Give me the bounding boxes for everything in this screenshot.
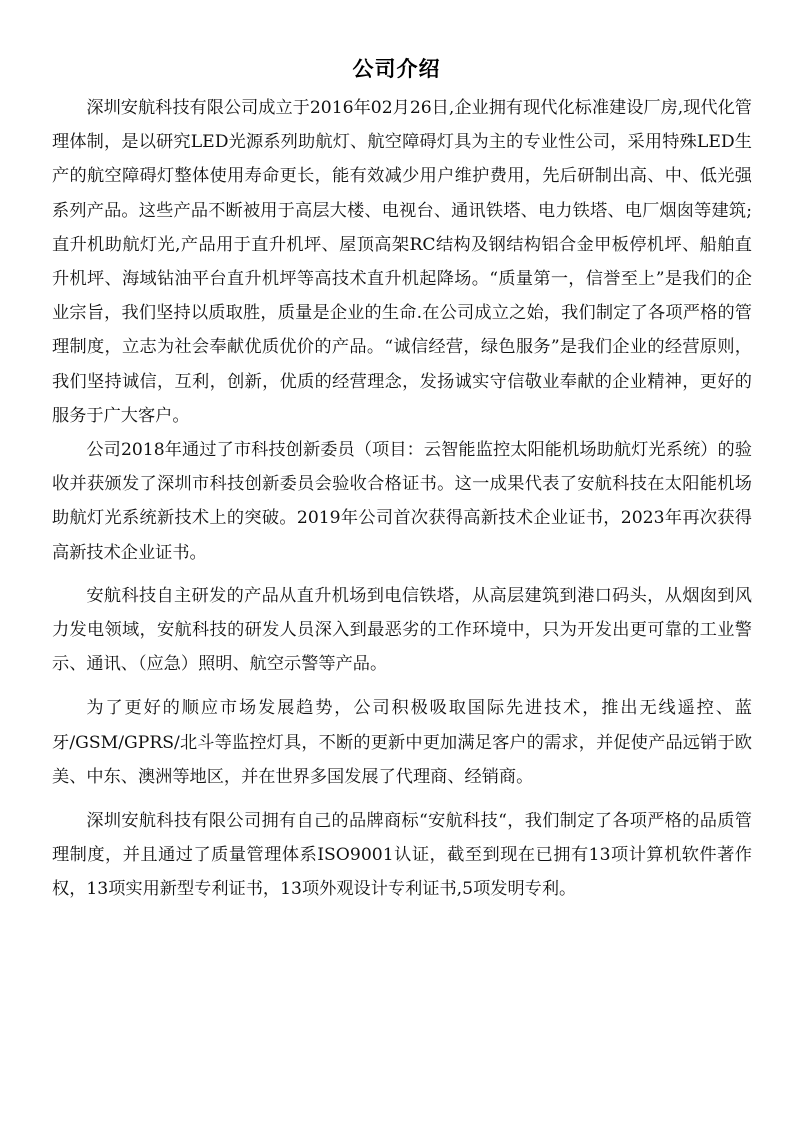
paragraph-product-range: 安航科技自主研发的产品从直升机场到电信铁塔，从高层建筑到港口码头，从烟囱到风力发电领域，安航科技的研发人员深入到最恶劣的工作环境中，只为开发出更可靠的工业警示、通讯、（应急）照明、航空示警等产品。 — [52, 585, 752, 675]
paragraph-market-development: 为了更好的顺应市场发展趋势，公司积极吸取国际先进技术，推出无线遥控、蓝牙/GSM/GPRS/北斗等监控灯具，不断的更新中更加满足客户的需求，并促使产品远销于欧美、中东、澳洲等地区，并在世界多国发展了代理商、经销商。 — [52, 698, 752, 787]
paragraph-brand-and-patents: 深圳安航科技有限公司拥有自己的品牌商标“安航科技“，我们制定了各项严格的品质管理制度，并且通过了质量管理体系ISO9001认证，截至到现在已拥有13项计算机软件著作权，13项实用新型专利证书，13项外观设计专利证书,5项发明专利。 — [52, 811, 752, 900]
paragraph-certification: 公司2018年通过了市科技创新委员（项目：云智能监控太阳能机场助航灯光系统）的验收并获颁发了深圳市科技创新委员会验收合格证书。这一成果代表了安航科技在太阳能机场助航灯光系统新技术上的突破。2019年公司首次获得高新技术企业证书，2023年再次获得高新技术企业证书。 — [52, 440, 752, 563]
page-title: 公司介绍 — [352, 57, 441, 81]
document-body — [52, 91, 752, 907]
paragraph-company-overview: 深圳安航科技有限公司成立于2016年02月26日,企业拥有现代化标准建设厂房,现代化管理体制，是以研究LED光源系列助航灯、航空障碍灯具为主的专业性公司，采用特殊LED生产的航空障碍灯整体使用寿命更长，能有效减少用户维护费用，先后研制出高、中、低光强系列产品。这些产品不断被用于高层大楼、电视台、通讯铁塔、电力铁塔、电厂烟囱等建筑;直升机助航灯光,产品用于直升机坪、屋顶高架RC结构及钢结构铝合金甲板停机坪、船舶直升机坪、海域钻油平台直升机坪等高技术直升机起降场。“质量第一，信誉至上”是我们的企业宗旨，我们坚持以质取胜，质量是企业的生命.在公司成立之始，我们制定了各项严格的管理制度，立志为社会奉献优质优价的产品。“诚信经营，绿色服务”是我们企业的经营原则，我们坚持诚信，互利，创新，优质的经营理念，发扬诚实守信敬业奉献的企业精神，更好的服务于广大客户。 — [52, 98, 752, 426]
